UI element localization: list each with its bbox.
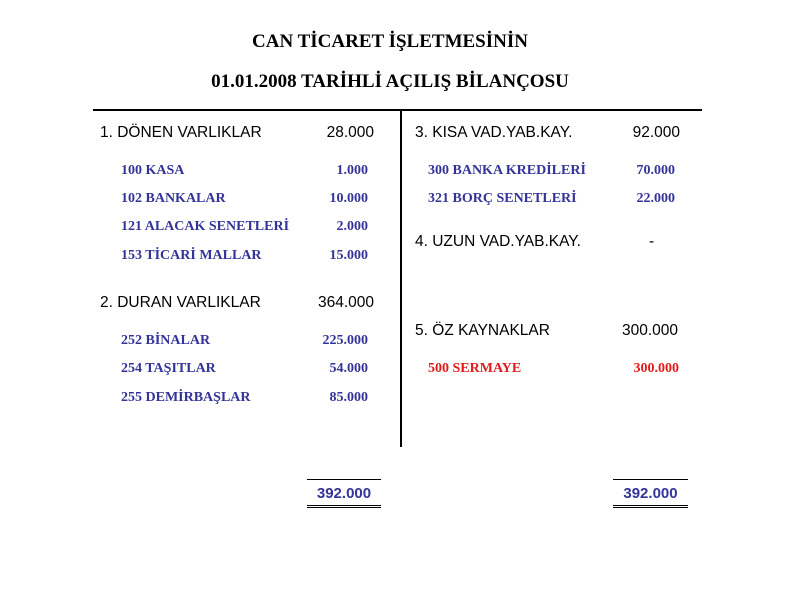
account-100-value: 1.000 bbox=[336, 163, 368, 178]
fixed-assets-label: 2. DURAN VARLIKLAR bbox=[100, 294, 261, 311]
equity-total: 300.000 bbox=[621, 322, 678, 339]
account-254-value: 54.000 bbox=[329, 361, 368, 376]
column-divider bbox=[400, 110, 402, 447]
account-153-value: 15.000 bbox=[329, 248, 368, 263]
short-term-liabilities-total: 92.000 bbox=[632, 124, 680, 141]
short-term-liabilities-label: 3. KISA VAD.YAB.KAY. bbox=[415, 124, 573, 141]
long-term-liabilities-label: 4. UZUN VAD.YAB.KAY. bbox=[415, 233, 581, 250]
account-300-value: 70.000 bbox=[636, 163, 675, 178]
header-divider bbox=[93, 109, 702, 111]
balance-sheet-title-company: CAN TİCARET İŞLETMESİNİN bbox=[252, 31, 528, 52]
assets-grand-total: 392.000 bbox=[307, 479, 381, 508]
account-321-value: 22.000 bbox=[636, 191, 675, 206]
account-255-value: 85.000 bbox=[329, 390, 368, 405]
account-102-value: 10.000 bbox=[329, 191, 368, 206]
account-100-label: 100 KASA bbox=[121, 163, 185, 178]
account-102-label: 102 BANKALAR bbox=[121, 191, 226, 206]
account-153-label: 153 TİCARİ MALLAR bbox=[121, 248, 262, 263]
current-assets-label: 1. DÖNEN VARLIKLAR bbox=[100, 124, 262, 141]
account-252-label: 252 BİNALAR bbox=[121, 333, 211, 348]
account-500-value: 300.000 bbox=[633, 361, 679, 376]
long-term-liabilities-total: - bbox=[649, 233, 655, 250]
balance-sheet-title-date: 01.01.2008 TARİHLİ AÇILIŞ BİLANÇOSU bbox=[211, 71, 569, 92]
account-321-label: 321 BORÇ SENETLERİ bbox=[428, 191, 577, 206]
equity-label: 5. ÖZ KAYNAKLAR bbox=[415, 322, 550, 339]
account-121-value: 2.000 bbox=[336, 219, 368, 234]
account-255-label: 255 DEMİRBAŞLAR bbox=[121, 390, 251, 405]
account-500-label: 500 SERMAYE bbox=[428, 361, 522, 376]
liabilities-grand-total: 392.000 bbox=[613, 479, 688, 508]
fixed-assets-total: 364.000 bbox=[317, 294, 374, 311]
account-254-label: 254 TAŞITLAR bbox=[121, 361, 216, 376]
current-assets-total: 28.000 bbox=[326, 124, 374, 141]
account-252-value: 225.000 bbox=[322, 333, 368, 348]
account-300-label: 300 BANKA KREDİLERİ bbox=[428, 163, 586, 178]
account-121-label: 121 ALACAK SENETLERİ bbox=[121, 219, 290, 234]
